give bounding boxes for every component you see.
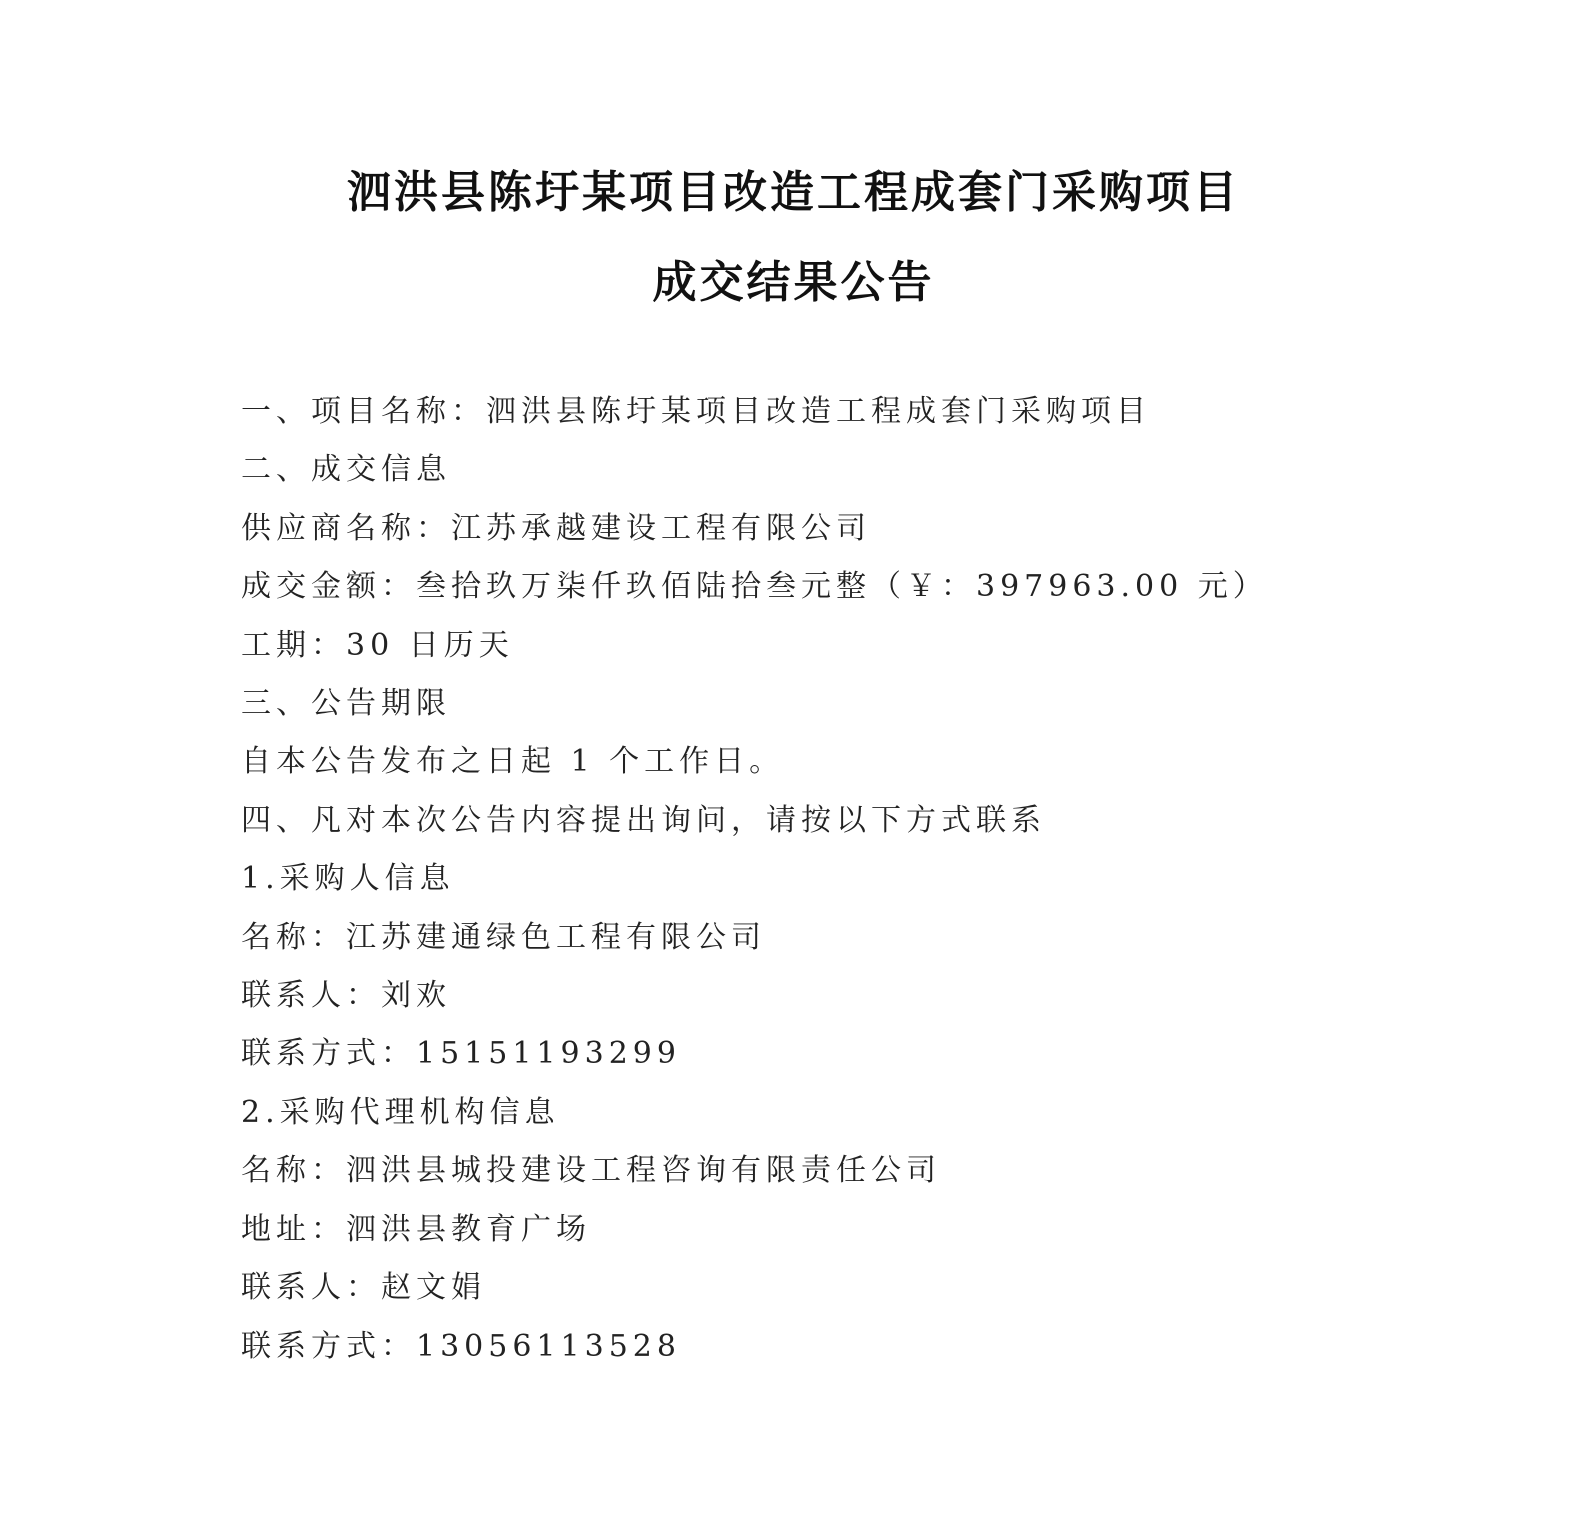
duration-line: 工期：30 日历天	[241, 627, 514, 663]
purchaser-contact-person-line: 联系人：刘欢	[241, 978, 451, 1014]
agency-address-line: 地址：泗洪县教育广场	[241, 1211, 591, 1247]
agency-name-line: 名称：泗洪县城投建设工程咨询有限责任公司	[241, 1153, 941, 1189]
document-title	[0, 148, 1587, 328]
purchaser-name-line: 名称：江苏建通绿色工程有限公司	[241, 919, 766, 955]
deal-amount-line: 成交金额：叁拾玖万柒仟玖佰陆拾叁元整（￥：397963.00 元）	[241, 569, 1268, 605]
purchaser-heading: 1.采购人信息	[241, 861, 455, 897]
section-heading-contact: 四、凡对本次公告内容提出询问，请按以下方式联系	[241, 802, 1046, 838]
project-name-line: 一、项目名称：泗洪县陈圩某项目改造工程成套门采购项目	[241, 394, 1151, 429]
agency-contact-person-line: 联系人：赵文娟	[241, 1270, 486, 1306]
notice-period-line: 自本公告发布之日起 1 个工作日。	[241, 744, 785, 780]
announcement-body	[241, 383, 1401, 1376]
purchaser-phone-line: 联系方式：15151193299	[241, 1036, 681, 1072]
title-line-2: 成交结果公告	[652, 257, 935, 308]
agency-heading: 2.采购代理机构信息	[241, 1094, 560, 1130]
supplier-name-line: 供应商名称：江苏承越建设工程有限公司	[241, 510, 871, 546]
title-line-1: 泗洪县陈圩某项目改造工程成套门采购项目	[347, 167, 1240, 218]
section-heading-deal-info: 二、成交信息	[241, 452, 451, 488]
agency-phone-line: 联系方式：13056113528	[241, 1328, 681, 1364]
section-heading-notice-period: 三、公告期限	[241, 686, 451, 722]
